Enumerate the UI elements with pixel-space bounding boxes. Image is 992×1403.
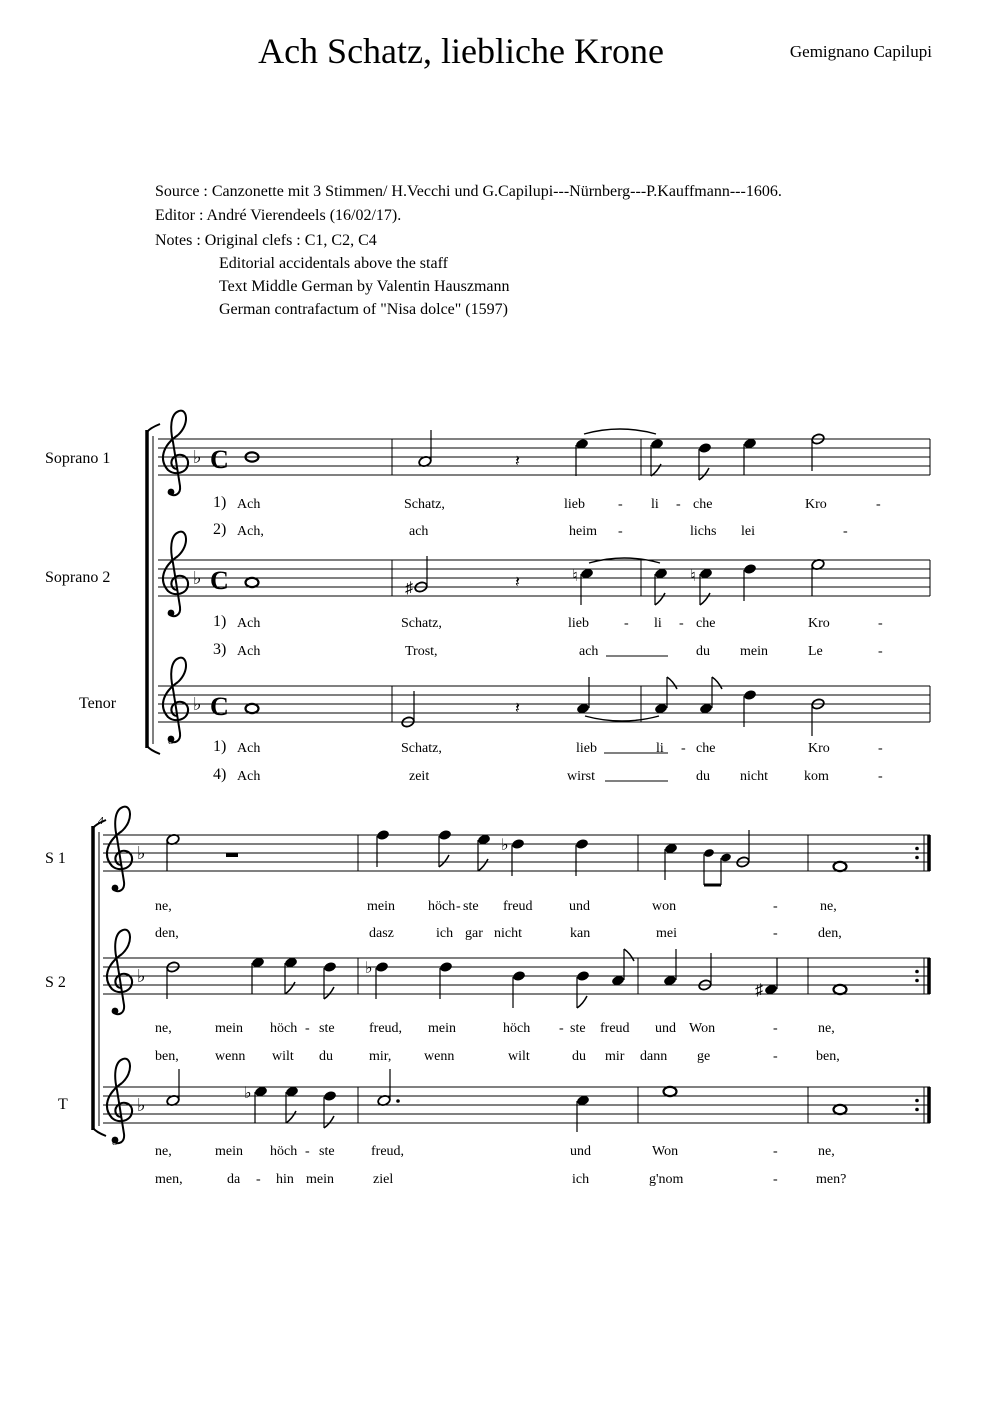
lyrics-s1 bbox=[155, 899, 842, 941]
svg-text:ste: ste bbox=[319, 1144, 335, 1159]
svg-text:ste: ste bbox=[319, 1021, 335, 1036]
svg-text:höch: höch bbox=[270, 1144, 298, 1159]
svg-text:ben,: ben, bbox=[816, 1049, 840, 1064]
svg-text:-: - bbox=[773, 1172, 778, 1187]
svg-text:♯: ♯ bbox=[405, 580, 413, 597]
system-1 bbox=[45, 411, 930, 784]
svg-text:ste: ste bbox=[570, 1021, 586, 1036]
svg-text:Kro: Kro bbox=[808, 616, 830, 631]
svg-text:won: won bbox=[652, 899, 677, 914]
svg-text:che: che bbox=[696, 741, 716, 756]
part-name-soprano-1: Soprano 1 bbox=[45, 450, 111, 467]
piece-title: Ach Schatz, liebliche Krone bbox=[258, 31, 664, 71]
notes-s1 bbox=[166, 829, 919, 885]
svg-text:-: - bbox=[624, 616, 629, 631]
svg-text:♮: ♮ bbox=[572, 568, 578, 585]
staff-soprano-2 bbox=[158, 560, 930, 596]
svg-text:♭: ♭ bbox=[501, 837, 509, 854]
svg-text:g'nom: g'nom bbox=[649, 1172, 684, 1187]
svg-text:Won: Won bbox=[652, 1144, 679, 1159]
svg-text:mein: mein bbox=[740, 644, 768, 659]
svg-text:li: li bbox=[654, 616, 662, 631]
svg-text:höch: höch bbox=[428, 899, 456, 914]
lyrics-t bbox=[155, 1144, 846, 1187]
svg-text:mir,: mir, bbox=[369, 1049, 392, 1064]
composer-name: Gemignano Capilupi bbox=[789, 42, 932, 61]
svg-text:1): 1) bbox=[213, 494, 227, 511]
svg-text:wenn: wenn bbox=[215, 1049, 246, 1064]
svg-text:che: che bbox=[693, 497, 713, 512]
svg-text:da: da bbox=[227, 1172, 241, 1187]
svg-text:heim: heim bbox=[569, 524, 597, 539]
notes-line: Notes : Original clefs : C1, C2, C4 bbox=[155, 232, 377, 249]
clef-keysig-s2 bbox=[107, 930, 146, 1015]
svg-text:4): 4) bbox=[213, 766, 227, 783]
svg-text:mein: mein bbox=[428, 1021, 456, 1036]
svg-text:-: - bbox=[773, 926, 778, 941]
svg-text:ziel: ziel bbox=[373, 1172, 394, 1187]
svg-text:-: - bbox=[878, 616, 883, 631]
part-name-soprano-2: Soprano 2 bbox=[45, 569, 111, 586]
svg-text:li: li bbox=[651, 497, 659, 512]
svg-text:ne,: ne, bbox=[155, 1021, 172, 1036]
svg-text:-: - bbox=[773, 1021, 778, 1036]
svg-text:♭: ♭ bbox=[193, 694, 202, 714]
svg-text:♭: ♭ bbox=[365, 960, 373, 977]
svg-text:freud,: freud, bbox=[369, 1021, 403, 1036]
svg-text:wenn: wenn bbox=[424, 1049, 455, 1064]
svg-text:-: - bbox=[878, 741, 883, 756]
svg-text:♭: ♭ bbox=[193, 447, 202, 467]
svg-text:-: - bbox=[305, 1021, 310, 1036]
svg-text:lieb: lieb bbox=[576, 741, 597, 756]
svg-text:Kro: Kro bbox=[808, 741, 830, 756]
svg-text:wirst: wirst bbox=[567, 769, 595, 784]
lyrics-s2 bbox=[155, 1021, 840, 1064]
svg-text:C: C bbox=[210, 566, 229, 595]
svg-text:1): 1) bbox=[213, 738, 227, 755]
svg-text:3): 3) bbox=[213, 641, 227, 658]
notes-line: Text Middle German by Valentin Hauszmann bbox=[219, 278, 510, 295]
clef-keysig-time-s1 bbox=[163, 411, 229, 496]
svg-text:und: und bbox=[655, 1021, 676, 1036]
svg-text:ne,: ne, bbox=[155, 1144, 172, 1159]
lyrics-tenor bbox=[213, 738, 883, 784]
svg-text:-: - bbox=[843, 524, 848, 539]
svg-text:-: - bbox=[773, 1144, 778, 1159]
svg-text:♯: ♯ bbox=[755, 982, 763, 999]
svg-text:und: und bbox=[569, 899, 590, 914]
editor-line: Editor : André Vierendeels (16/02/17). bbox=[155, 207, 402, 224]
lyrics-soprano-1 bbox=[213, 494, 881, 539]
svg-text:-: - bbox=[773, 1049, 778, 1064]
svg-text:♭: ♭ bbox=[137, 843, 146, 863]
clef-keysig-time-s2 bbox=[163, 532, 229, 617]
svg-text:gar: gar bbox=[465, 926, 483, 941]
svg-text:ich: ich bbox=[572, 1172, 590, 1187]
svg-text:höch: höch bbox=[503, 1021, 531, 1036]
svg-text:ach: ach bbox=[409, 524, 429, 539]
svg-text:♭: ♭ bbox=[137, 1095, 146, 1115]
octave-mark: 8 bbox=[168, 735, 174, 747]
svg-text:Kro: Kro bbox=[805, 497, 827, 512]
svg-text:♭: ♭ bbox=[193, 568, 202, 588]
notes-soprano-1 bbox=[246, 429, 826, 480]
svg-text:dasz: dasz bbox=[369, 926, 394, 941]
svg-text:Ach: Ach bbox=[237, 497, 261, 512]
svg-text:C: C bbox=[210, 692, 229, 721]
svg-text:-: - bbox=[878, 644, 883, 659]
svg-text:-: - bbox=[773, 899, 778, 914]
clef-keysig-s1 bbox=[107, 807, 146, 892]
svg-text:nicht: nicht bbox=[740, 769, 768, 784]
svg-text:du: du bbox=[696, 769, 710, 784]
svg-text:Won: Won bbox=[689, 1021, 716, 1036]
staff-tenor bbox=[158, 686, 930, 722]
svg-text:-: - bbox=[681, 741, 686, 756]
svg-text:ne,: ne, bbox=[818, 1021, 835, 1036]
svg-text:kan: kan bbox=[570, 926, 591, 941]
svg-text:men?: men? bbox=[816, 1172, 847, 1187]
svg-text:-: - bbox=[256, 1172, 261, 1187]
svg-text:lichs: lichs bbox=[690, 524, 717, 539]
svg-text:ich: ich bbox=[436, 926, 454, 941]
svg-text:2): 2) bbox=[213, 521, 227, 538]
svg-text:wilt: wilt bbox=[272, 1049, 294, 1064]
svg-text:Ach: Ach bbox=[237, 616, 261, 631]
svg-text:freud,: freud, bbox=[371, 1144, 405, 1159]
part-name-t: T bbox=[58, 1096, 68, 1113]
svg-text:-: - bbox=[559, 1021, 564, 1036]
svg-text:wilt: wilt bbox=[508, 1049, 530, 1064]
notes-soprano-2 bbox=[246, 556, 826, 605]
svg-text:C: C bbox=[210, 445, 229, 474]
svg-text:Ach: Ach bbox=[237, 769, 261, 784]
svg-text:ste: ste bbox=[463, 899, 479, 914]
svg-text:Schatz,: Schatz, bbox=[401, 616, 442, 631]
svg-text:-: - bbox=[878, 769, 883, 784]
svg-text:freud: freud bbox=[600, 1021, 630, 1036]
part-name-tenor: Tenor bbox=[79, 695, 117, 712]
svg-text:Schatz,: Schatz, bbox=[401, 741, 442, 756]
svg-text:𝄽: 𝄽 bbox=[515, 453, 520, 470]
svg-text:ne,: ne, bbox=[155, 899, 172, 914]
clef-keysig-t bbox=[107, 1059, 146, 1148]
svg-text:nicht: nicht bbox=[494, 926, 522, 941]
svg-text:Ach: Ach bbox=[237, 741, 261, 756]
source-line: Source : Canzonette mit 3 Stimmen/ H.Vecchi und G.Capilupi---Nürnberg---P.Kauffmann---1606. bbox=[155, 183, 782, 200]
svg-text:-: - bbox=[676, 497, 681, 512]
svg-text:mei: mei bbox=[656, 926, 677, 941]
svg-text:-: - bbox=[305, 1144, 310, 1159]
svg-text:dann: dann bbox=[640, 1049, 668, 1064]
svg-text:ach: ach bbox=[579, 644, 599, 659]
svg-text:lieb: lieb bbox=[564, 497, 585, 512]
svg-text:Ach: Ach bbox=[237, 644, 261, 659]
svg-text:du: du bbox=[696, 644, 710, 659]
svg-text:𝄽: 𝄽 bbox=[515, 574, 520, 591]
svg-text:Schatz,: Schatz, bbox=[404, 497, 445, 512]
svg-text:mein: mein bbox=[367, 899, 395, 914]
svg-text:zeit: zeit bbox=[409, 769, 430, 784]
svg-text:Ach,: Ach, bbox=[237, 524, 264, 539]
part-name-s1: S 1 bbox=[45, 850, 66, 867]
svg-text:li: li bbox=[656, 741, 664, 756]
svg-text:kom: kom bbox=[804, 769, 829, 784]
svg-text:-: - bbox=[618, 497, 623, 512]
svg-text:freud: freud bbox=[503, 899, 533, 914]
lyrics-soprano-2 bbox=[213, 613, 883, 659]
staff-soprano-1 bbox=[158, 439, 930, 475]
svg-text:Le: Le bbox=[808, 644, 823, 659]
svg-text:men,: men, bbox=[155, 1172, 183, 1187]
notes-line: German contrafactum of "Nisa dolce" (1597) bbox=[219, 301, 508, 318]
svg-text:und: und bbox=[570, 1144, 591, 1159]
svg-text:den,: den, bbox=[818, 926, 842, 941]
part-name-s2: S 2 bbox=[45, 974, 66, 991]
svg-text:♭: ♭ bbox=[137, 966, 146, 986]
svg-text:ne,: ne, bbox=[820, 899, 837, 914]
svg-text:mir: mir bbox=[605, 1049, 625, 1064]
svg-text:mein: mein bbox=[215, 1144, 243, 1159]
system-2 bbox=[45, 807, 930, 1187]
svg-text:du: du bbox=[319, 1049, 333, 1064]
svg-text:Trost,: Trost, bbox=[405, 644, 438, 659]
svg-text:ne,: ne, bbox=[818, 1144, 835, 1159]
svg-text:1): 1) bbox=[213, 613, 227, 630]
svg-text:-: - bbox=[618, 524, 623, 539]
svg-text:che: che bbox=[696, 616, 716, 631]
svg-text:lieb: lieb bbox=[568, 616, 589, 631]
measure-number: 4 bbox=[98, 815, 104, 827]
clef-keysig-time-tenor bbox=[163, 658, 229, 747]
svg-text:den,: den, bbox=[155, 926, 179, 941]
svg-text:ge: ge bbox=[697, 1049, 711, 1064]
svg-text:♮: ♮ bbox=[690, 568, 696, 585]
svg-text:ben,: ben, bbox=[155, 1049, 179, 1064]
svg-text:mein: mein bbox=[215, 1021, 243, 1036]
svg-text:hin: hin bbox=[276, 1172, 294, 1187]
staff-t bbox=[103, 1087, 930, 1123]
svg-text:♭: ♭ bbox=[244, 1085, 252, 1102]
svg-text:du: du bbox=[572, 1049, 586, 1064]
svg-text:-: - bbox=[456, 899, 461, 914]
svg-text:höch: höch bbox=[270, 1021, 298, 1036]
svg-text:-: - bbox=[876, 497, 881, 512]
svg-text:-: - bbox=[679, 616, 684, 631]
octave-mark: 8 bbox=[112, 1136, 118, 1148]
svg-text:mein: mein bbox=[306, 1172, 334, 1187]
svg-text:𝄽: 𝄽 bbox=[515, 700, 520, 717]
notes-line: Editorial accidentals above the staff bbox=[219, 255, 448, 272]
svg-text:lei: lei bbox=[741, 524, 755, 539]
